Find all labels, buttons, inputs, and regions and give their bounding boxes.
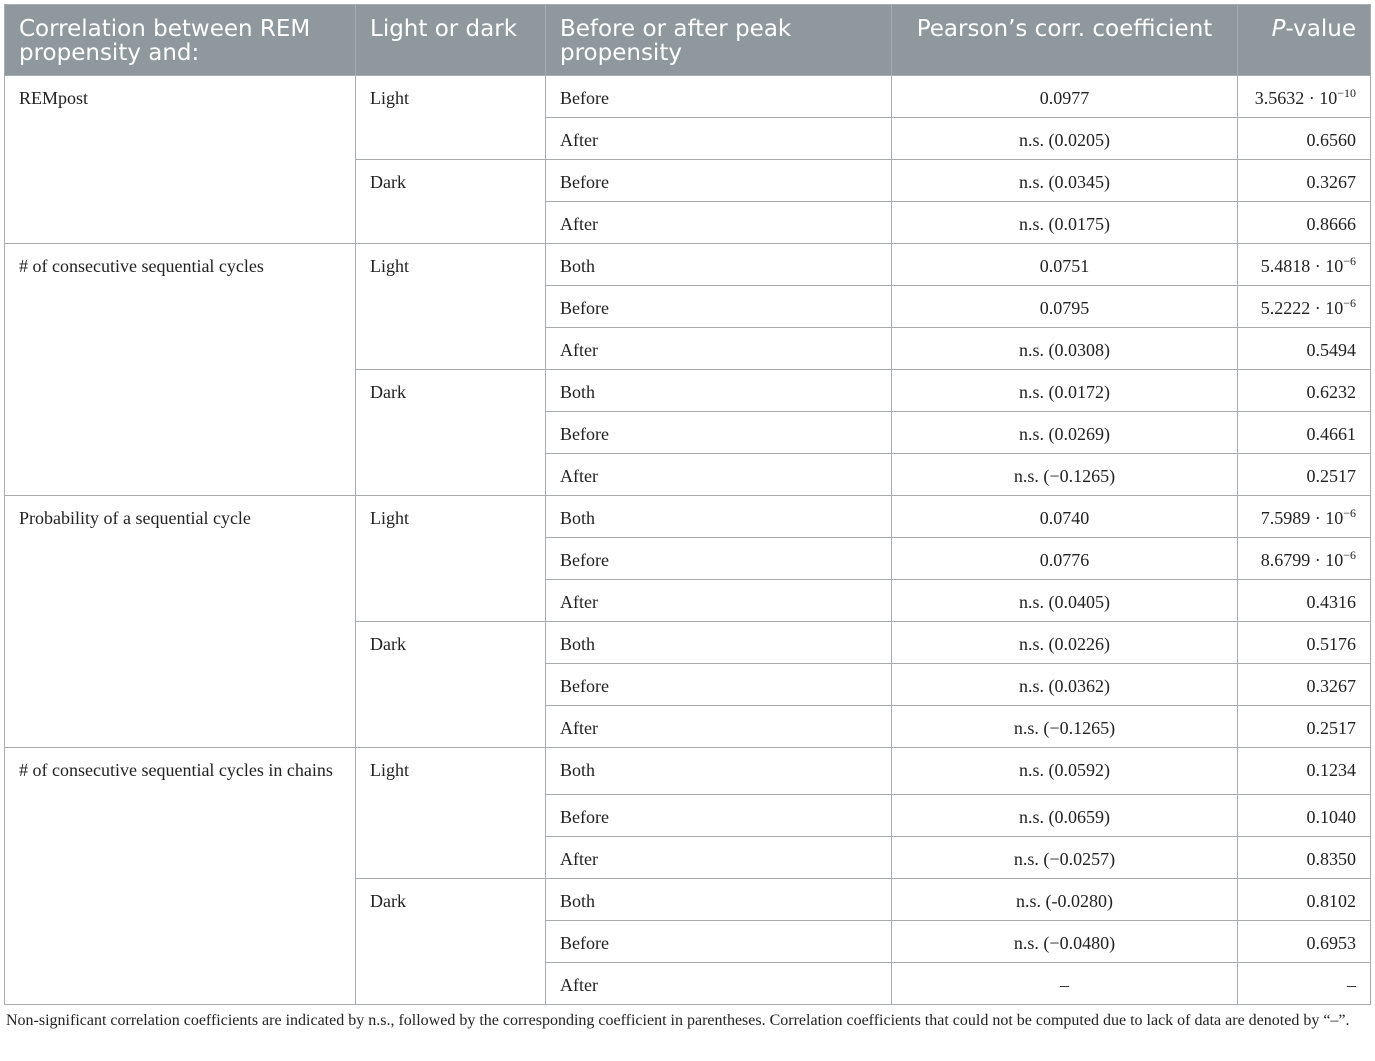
phase-cell: After	[546, 202, 892, 244]
p-value-exponent: −6	[1343, 506, 1356, 520]
phase-cell: After	[546, 963, 892, 1005]
coefficient-cell: n.s. (0.0205)	[892, 118, 1238, 160]
p-value-cell: 0.6560	[1238, 118, 1371, 160]
coefficient-cell: –	[892, 963, 1238, 1005]
header-light-dark: Light or dark	[356, 5, 546, 76]
phase-cell: Before	[546, 160, 892, 202]
coefficient-cell: n.s. (0.0345)	[892, 160, 1238, 202]
header-correlation: Correlation between REM propensity and:	[5, 5, 356, 76]
coefficient-cell: n.s. (0.0362)	[892, 664, 1238, 706]
phase-cell: Both	[546, 748, 892, 795]
table-row	[5, 496, 1371, 538]
p-value-cell	[1238, 496, 1371, 538]
coefficient-cell: n.s. (0.0226)	[892, 622, 1238, 664]
row-group-label: # of consecutive sequential cycles	[5, 244, 356, 496]
p-value-cell: 0.1234	[1238, 748, 1371, 795]
header-row	[5, 5, 1371, 76]
coefficient-cell: n.s. (0.0172)	[892, 370, 1238, 412]
coefficient-cell: n.s. (−0.1265)	[892, 454, 1238, 496]
coefficient-cell: 0.0795	[892, 286, 1238, 328]
phase-cell: After	[546, 580, 892, 622]
phase-cell: Before	[546, 76, 892, 118]
table-row	[5, 76, 1371, 118]
condition-cell: Light	[356, 76, 546, 160]
coefficient-cell: n.s. (0.0308)	[892, 328, 1238, 370]
coefficient-cell: n.s. (0.0269)	[892, 412, 1238, 454]
row-group-label: # of consecutive sequential cycles in chains	[5, 748, 356, 1005]
table-footnote: Non-significant correlation coefficients are indicated by n.s., followed by the corresponding coefficient in parentheses. Correlation coefficients that could not be computed due to lack of data are denoted by “–”.	[6, 1012, 1350, 1029]
p-value-cell	[1238, 286, 1371, 328]
header-p-value	[1238, 5, 1371, 76]
coefficient-cell: n.s. (0.0592)	[892, 748, 1238, 795]
coefficient-cell: n.s. (0.0175)	[892, 202, 1238, 244]
p-value-cell: 0.8350	[1238, 837, 1371, 879]
coefficient-cell: 0.0740	[892, 496, 1238, 538]
p-value-cell: 0.5176	[1238, 622, 1371, 664]
header-pearson: Pearson’s corr. coefficient	[892, 5, 1238, 76]
p-value-cell: 0.6232	[1238, 370, 1371, 412]
table-wrapper	[4, 4, 1370, 1005]
p-value-mantissa: 5.4818 · 10	[1260, 256, 1344, 276]
coefficient-cell: n.s. (−0.1265)	[892, 706, 1238, 748]
coefficient-cell: 0.0751	[892, 244, 1238, 286]
phase-cell: Before	[546, 538, 892, 580]
table-body	[5, 76, 1371, 1005]
coefficient-cell: n.s. (0.0405)	[892, 580, 1238, 622]
coefficient-cell: 0.0977	[892, 76, 1238, 118]
coefficient-cell: n.s. (−0.0257)	[892, 837, 1238, 879]
phase-cell: After	[546, 328, 892, 370]
phase-cell: Before	[546, 921, 892, 963]
phase-cell: After	[546, 837, 892, 879]
phase-cell: Both	[546, 370, 892, 412]
p-value-exponent: −6	[1343, 254, 1356, 268]
phase-cell: After	[546, 118, 892, 160]
correlation-table	[4, 4, 1371, 1005]
condition-cell: Light	[356, 748, 546, 879]
p-value-cell: –	[1238, 963, 1371, 1005]
phase-cell: Before	[546, 795, 892, 837]
coefficient-cell: n.s. (−0.0480)	[892, 921, 1238, 963]
header-p-italic: P	[1271, 16, 1286, 42]
header-before-after: Before or after peak propensity	[546, 5, 892, 76]
p-value-cell: 0.8666	[1238, 202, 1371, 244]
condition-cell: Dark	[356, 160, 546, 244]
p-value-exponent: −6	[1343, 548, 1356, 562]
condition-cell: Dark	[356, 879, 546, 1005]
condition-cell: Light	[356, 244, 546, 370]
p-value-cell: 0.5494	[1238, 328, 1371, 370]
phase-cell: Both	[546, 244, 892, 286]
p-value-mantissa: 8.6799 · 10	[1260, 550, 1344, 570]
p-value-cell: 0.3267	[1238, 664, 1371, 706]
condition-cell: Dark	[356, 370, 546, 496]
p-value-cell	[1238, 76, 1371, 118]
p-value-cell	[1238, 244, 1371, 286]
phase-cell: Both	[546, 879, 892, 921]
p-value-exponent: −10	[1337, 86, 1356, 100]
phase-cell: After	[546, 706, 892, 748]
table-row	[5, 748, 1371, 795]
p-value-cell: 0.8102	[1238, 879, 1371, 921]
phase-cell: Before	[546, 286, 892, 328]
coefficient-cell: n.s. (-0.0280)	[892, 879, 1238, 921]
coefficient-cell: n.s. (0.0659)	[892, 795, 1238, 837]
row-group-label: REMpost	[5, 76, 356, 244]
p-value-mantissa: 7.5989 · 10	[1260, 508, 1344, 528]
p-value-cell: 0.2517	[1238, 454, 1371, 496]
p-value-cell: 0.2517	[1238, 706, 1371, 748]
phase-cell: Before	[546, 664, 892, 706]
p-value-mantissa: 3.5632 · 10	[1254, 88, 1338, 108]
phase-cell: Both	[546, 496, 892, 538]
table-row	[5, 244, 1371, 286]
p-value-cell: 0.1040	[1238, 795, 1371, 837]
phase-cell: After	[546, 454, 892, 496]
coefficient-cell: 0.0776	[892, 538, 1238, 580]
p-value-exponent: −6	[1343, 296, 1356, 310]
condition-cell: Light	[356, 496, 546, 622]
p-value-cell: 0.6953	[1238, 921, 1371, 963]
phase-cell: Before	[546, 412, 892, 454]
condition-cell: Dark	[356, 622, 546, 748]
p-value-cell	[1238, 538, 1371, 580]
p-value-cell: 0.4316	[1238, 580, 1371, 622]
row-group-label: Probability of a sequential cycle	[5, 496, 356, 748]
header-p-rest: -value	[1285, 16, 1356, 42]
p-value-cell: 0.3267	[1238, 160, 1371, 202]
p-value-cell: 0.4661	[1238, 412, 1371, 454]
p-value-mantissa: 5.2222 · 10	[1260, 298, 1344, 318]
phase-cell: Both	[546, 622, 892, 664]
